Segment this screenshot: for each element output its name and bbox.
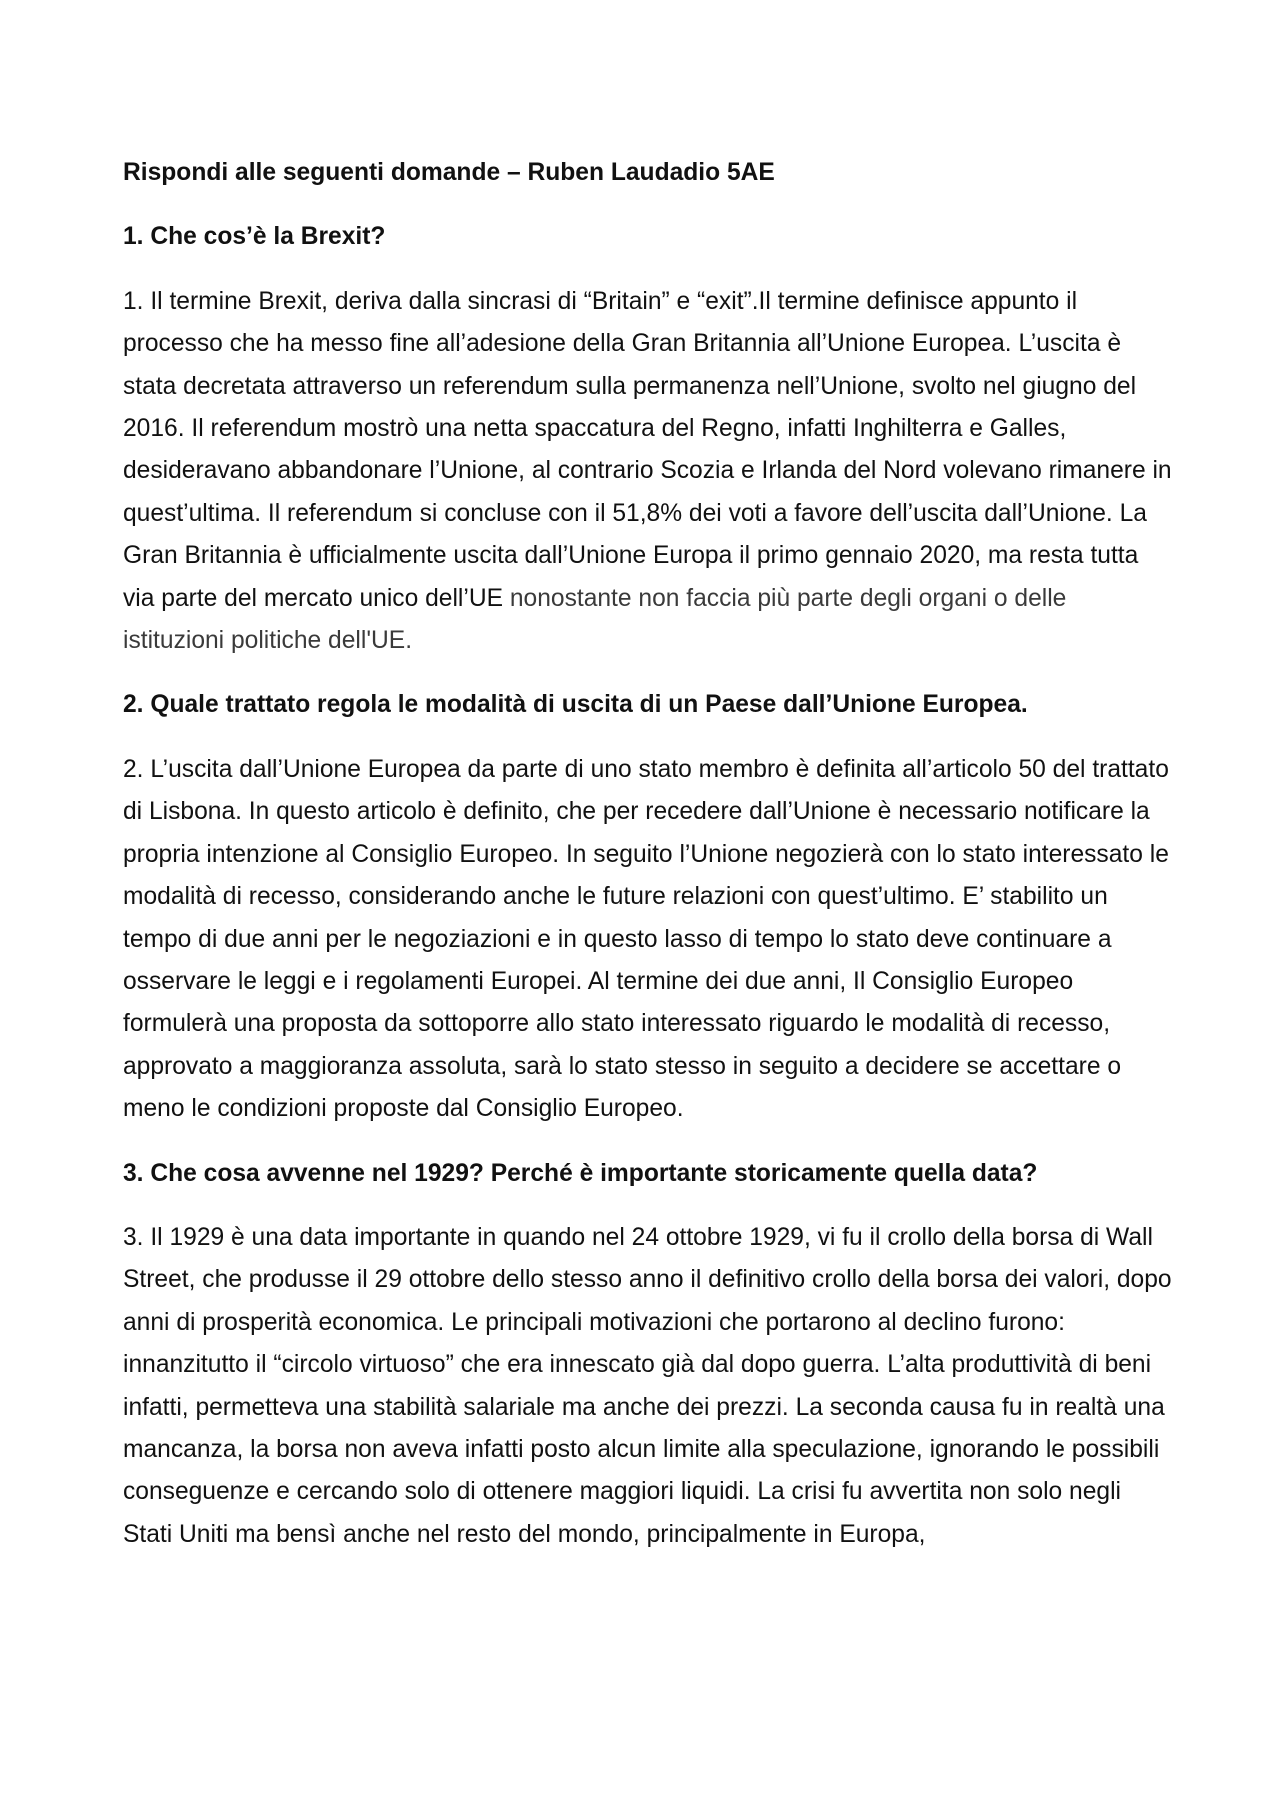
question-1: 1. Che cos’è la Brexit?: [123, 223, 386, 251]
question-2: 2. Quale trattato regola le modalità di uscita di un Paese dall’Unione Europea.: [123, 691, 1028, 719]
answer-1-tail: nonostante non faccia più parte degli organi o delle istituzioni politiche dell'UE.: [123, 584, 1067, 655]
answer-1: [123, 281, 1173, 663]
question-3: 3. Che cosa avvenne nel 1929? Perché è importante storicamente quella data?: [123, 1159, 1038, 1187]
document-body: [123, 152, 1173, 1578]
answer-1-main: 1. Il termine Brexit, deriva dalla sincrasi di “Britain” e “exit”.Il termine definisce appunto il processo che ha messo fine all’adesione della Gran Britannia all’Unione Europea. L’uscita è stata decretata attraverso un referendum sulla permanenza nell’Unione, svolto nel giugno del 2016. Il referendum mostrò una netta spaccatura del Regno, infatti Inghilterra e Galles, desideravano abbandonare l’Unione, al contrario Scozia e Irlanda del Nord volevano rimanere in quest’ultima. Il referendum si concluse con il 51,8% dei voti a favore dell’uscita dall’Unione. La Gran Britannia è ufficialmente uscita dall’Unione Europa il primo gennaio 2020, ma resta tutta via parte del mercato unico dell’UE: [123, 287, 1172, 612]
answer-3: 3. Il 1929 è una data importante in quando nel 24 ottobre 1929, vi fu il crollo della borsa di Wall Street, che produsse il 29 ottobre dello stesso anno il definitivo crollo della borsa dei valori, dopo anni di prosperità economica. Le principali motivazioni che portarono al declino furono: innanzitutto il “circolo virtuoso” che era innescato già dal dopo guerra. L’alta produttività di beni infatti, permetteva una stabilità salariale ma anche dei prezzi. La seconda causa fu in realtà una mancanza, la borsa non aveva infatti posto alcun limite alla speculazione, ignorando le possibili conseguenze e cercando solo di ottenere maggiori liquidi. La crisi fu avvertita non solo negli Stati Uniti ma bensì anche nel resto del mondo, principalmente in Europa,: [123, 1223, 1172, 1548]
answer-2: 2. L’uscita dall’Unione Europea da parte di uno stato membro è definita all’articolo 50 del trattato di Lisbona. In questo articolo è definito, che per recedere dall’Unione è necessario notificare la propria intenzione al Consiglio Europeo. In seguito l’Unione negozierà con lo stato interessato le modalità di recesso, considerando anche le future relazioni con quest’ultimo. E’ stabilito un tempo di due anni per le negoziazioni e in questo lasso di tempo lo stato deve continuare a osservare le leggi e i regolamenti Europei. Al termine dei due anni, Il Consiglio Europeo formulerà una proposta da sottoporre allo stato interessato riguardo le modalità di recesso, approvato a maggioranza assoluta, sarà lo stato stesso in seguito a decidere se accettare o meno le condizioni proposte dal Consiglio Europeo.: [123, 755, 1169, 1123]
document-title: Rispondi alle seguenti domande – Ruben Laudadio 5AE: [123, 159, 775, 186]
